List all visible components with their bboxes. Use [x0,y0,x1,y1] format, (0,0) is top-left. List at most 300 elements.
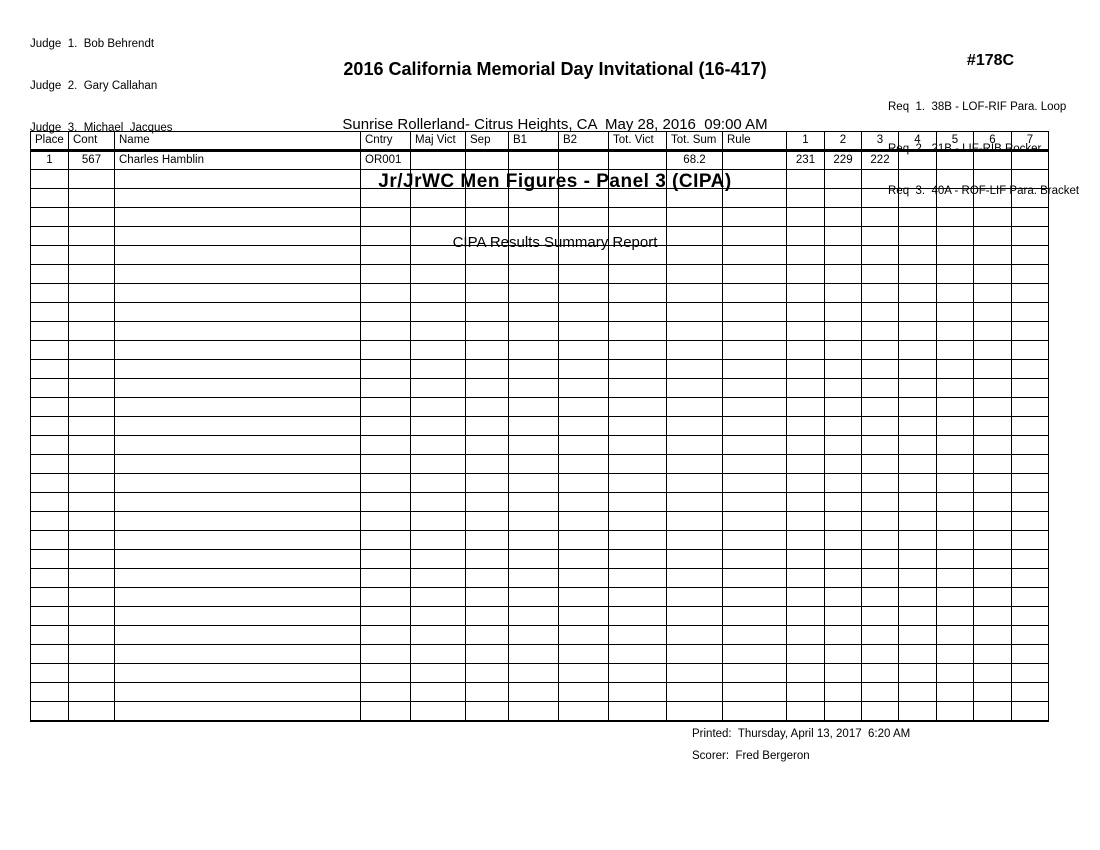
table-cell [862,683,899,702]
table-cell [31,227,69,246]
table-cell [899,189,937,208]
table-cell: 231 [787,151,825,170]
table-cell [825,360,862,379]
table-cell [466,322,509,341]
table-cell [825,398,862,417]
table-cell [509,208,559,227]
table-cell [937,645,974,664]
table-cell [1012,626,1049,645]
table-cell [667,436,723,455]
table-cell [509,683,559,702]
table-cell [974,474,1012,493]
table-cell [667,702,723,721]
table-cell [937,702,974,721]
table-cell [466,417,509,436]
table-cell [1012,322,1049,341]
table-cell [361,607,411,626]
table-cell [31,341,69,360]
table-cell [31,474,69,493]
table-cell [509,645,559,664]
col-header-judge-7: 7 [1012,132,1049,151]
table-cell [787,436,825,455]
table-cell [361,360,411,379]
table-cell [466,303,509,322]
table-cell [115,398,361,417]
table-cell [825,607,862,626]
table-cell [787,265,825,284]
table-cell: 222 [862,151,899,170]
table-cell [69,417,115,436]
col-header-rule: Rule [723,132,787,151]
table-cell [723,493,787,512]
table-row [31,360,1049,379]
table-cell [466,474,509,493]
table-cell [69,626,115,645]
requirement-line-2: Req 2. 21B - LIF-RIB Rocker [888,143,1042,155]
table-cell [115,550,361,569]
table-cell [974,493,1012,512]
table-row [31,303,1049,322]
table-cell [115,512,361,531]
table-cell [862,455,899,474]
table-cell [723,569,787,588]
table-cell [825,645,862,664]
table-cell [974,531,1012,550]
table-cell [723,436,787,455]
table-cell [899,493,937,512]
table-cell [825,417,862,436]
table-cell [862,512,899,531]
table-cell [723,417,787,436]
table-cell [974,417,1012,436]
table-cell [361,436,411,455]
table-cell [559,246,609,265]
table-cell [1012,512,1049,531]
table-cell [509,322,559,341]
table-cell [509,417,559,436]
table-cell [559,683,609,702]
table-cell [825,683,862,702]
table-cell [559,588,609,607]
table-cell [667,626,723,645]
table-row [31,645,1049,664]
table-cell [825,588,862,607]
table-cell [361,227,411,246]
table-cell [466,702,509,721]
table-cell [509,588,559,607]
table-cell [361,189,411,208]
col-header-b2: B2 [559,132,609,151]
table-cell [825,322,862,341]
table-cell [361,341,411,360]
table-cell [825,284,862,303]
judge-line-3: Judge 3. Michael Jacques [30,122,173,134]
table-cell [974,550,1012,569]
table-cell [411,246,466,265]
table-cell [411,683,466,702]
table-cell [69,550,115,569]
table-cell [899,284,937,303]
table-row [31,702,1049,721]
table-row [31,341,1049,360]
table-cell [609,645,667,664]
table-cell [411,189,466,208]
table-cell [559,151,609,170]
table-cell [411,417,466,436]
table-cell [899,531,937,550]
table-cell [609,189,667,208]
table-cell [899,322,937,341]
table-cell [1012,588,1049,607]
table-cell [361,645,411,664]
table-cell [411,550,466,569]
table-cell [31,322,69,341]
table-cell [899,664,937,683]
table-cell [69,322,115,341]
table-cell [862,189,899,208]
table-cell [69,398,115,417]
table-cell [723,246,787,265]
table-cell [609,246,667,265]
table-cell [411,341,466,360]
table-cell [509,550,559,569]
table-cell [862,702,899,721]
table-cell [466,151,509,170]
table-cell [862,341,899,360]
col-header-judge-3: 3 [862,132,899,151]
table-cell [31,303,69,322]
table-cell [667,588,723,607]
table-cell [609,170,667,189]
table-cell [899,588,937,607]
table-cell [974,322,1012,341]
table-cell [509,360,559,379]
col-header-place: Place [31,132,69,151]
judge-line-2: Judge 2. Gary Callahan [30,80,158,92]
table-cell [787,208,825,227]
table-cell [509,626,559,645]
col-header-cntry: Cntry [361,132,411,151]
table-cell [667,645,723,664]
table-cell [862,265,899,284]
table-cell [609,360,667,379]
table-cell [825,227,862,246]
table-cell [825,455,862,474]
table-cell [899,550,937,569]
table-cell [899,436,937,455]
col-header-maj-vict: Maj Vict [411,132,466,151]
table-cell [825,569,862,588]
table-cell [559,170,609,189]
table-cell [31,569,69,588]
col-header-b1: B1 [509,132,559,151]
table-cell [1012,607,1049,626]
table-cell [31,550,69,569]
table-cell [559,569,609,588]
table-cell [609,398,667,417]
table-cell [609,265,667,284]
table-cell [667,417,723,436]
table-cell [411,455,466,474]
table-cell [609,607,667,626]
table-cell [974,246,1012,265]
table-cell [466,227,509,246]
table-cell [1012,151,1049,170]
table-cell [974,341,1012,360]
table-cell [862,569,899,588]
table-cell [69,360,115,379]
table-row [31,417,1049,436]
table-cell [899,645,937,664]
col-header-name: Name [115,132,361,151]
table-cell [974,607,1012,626]
table-cell [609,550,667,569]
table-cell [31,512,69,531]
table-cell [667,512,723,531]
table-cell [559,550,609,569]
table-cell [609,227,667,246]
table-cell [559,664,609,683]
table-cell [862,284,899,303]
table-cell [559,474,609,493]
table-row [31,189,1049,208]
table-cell [723,322,787,341]
table-cell [787,512,825,531]
table-cell [609,683,667,702]
table-cell [787,455,825,474]
table-cell: OR001 [361,151,411,170]
table-cell [411,588,466,607]
table-cell [466,246,509,265]
table-cell [69,227,115,246]
table-cell [899,626,937,645]
table-cell [862,417,899,436]
table-cell [862,379,899,398]
table-cell [862,493,899,512]
table-cell [466,170,509,189]
table-cell [667,227,723,246]
table-cell [899,227,937,246]
table-cell [667,474,723,493]
table-cell [361,303,411,322]
table-row [31,170,1049,189]
table-cell [559,607,609,626]
table-cell [559,702,609,721]
table-cell [466,664,509,683]
table-cell [509,607,559,626]
table-cell [825,531,862,550]
table-cell [466,588,509,607]
table-cell [937,607,974,626]
table-cell [115,626,361,645]
table-cell [69,664,115,683]
table-cell [115,664,361,683]
table-cell [559,322,609,341]
table-cell [31,493,69,512]
table-cell [31,683,69,702]
table-cell [937,360,974,379]
table-cell [31,531,69,550]
table-cell [974,284,1012,303]
table-cell [361,170,411,189]
table-cell [115,265,361,284]
table-cell [1012,170,1049,189]
table-cell [1012,265,1049,284]
table-cell [411,227,466,246]
table-cell [115,702,361,721]
table-cell [862,550,899,569]
table-cell [31,417,69,436]
table-cell [411,398,466,417]
table-cell [69,531,115,550]
table-cell [937,341,974,360]
table-cell [559,360,609,379]
table-cell [361,455,411,474]
table-cell [411,436,466,455]
table-cell [667,303,723,322]
venue-date-line: Sunrise Rollerland- Citrus Heights, CA May 28, 2016 09:00 AM [342,116,768,133]
table-cell [559,341,609,360]
table-cell [825,512,862,531]
table-row [31,474,1049,493]
table-cell [609,493,667,512]
table-cell [411,170,466,189]
table-row [31,322,1049,341]
table-cell [411,607,466,626]
table-cell [115,208,361,227]
table-cell: 567 [69,151,115,170]
table-cell [825,493,862,512]
table-cell [609,664,667,683]
table-cell [937,417,974,436]
table-cell [787,284,825,303]
table-cell [509,398,559,417]
table-cell [899,398,937,417]
table-cell [559,208,609,227]
table-cell [723,208,787,227]
table-row [31,493,1049,512]
table-cell [787,398,825,417]
table-cell [1012,455,1049,474]
table-cell [937,170,974,189]
table-row [31,227,1049,246]
table-cell [862,303,899,322]
table-cell [466,493,509,512]
col-header-judge-1: 1 [787,132,825,151]
table-cell [667,322,723,341]
table-cell [466,607,509,626]
table-cell [825,436,862,455]
table-cell [509,493,559,512]
table-cell [411,379,466,398]
table-cell [825,265,862,284]
table-cell [115,189,361,208]
table-cell [974,189,1012,208]
table-cell [937,455,974,474]
table-cell [787,664,825,683]
col-header-judge-2: 2 [825,132,862,151]
table-cell [361,284,411,303]
table-cell [559,417,609,436]
table-cell [667,208,723,227]
table-cell [937,664,974,683]
results-table [30,131,1049,722]
table-row [31,379,1049,398]
table-row [31,683,1049,702]
table-cell [937,151,974,170]
table-cell [31,360,69,379]
table-cell [509,227,559,246]
table-cell [862,664,899,683]
table-cell [787,322,825,341]
table-cell [667,664,723,683]
table-cell [899,208,937,227]
table-cell [69,645,115,664]
table-cell [1012,303,1049,322]
table-cell [667,493,723,512]
table-cell [667,284,723,303]
table-cell: 68.2 [667,151,723,170]
table-cell [1012,284,1049,303]
results-table-container [30,131,1049,722]
table-cell [609,588,667,607]
table-cell [974,683,1012,702]
table-cell [361,379,411,398]
table-cell [862,360,899,379]
table-row [31,265,1049,284]
table-cell [667,455,723,474]
table-cell [937,227,974,246]
table-cell [361,531,411,550]
table-cell [69,512,115,531]
table-cell [862,227,899,246]
table-cell [974,569,1012,588]
table-cell [69,588,115,607]
table-cell [974,265,1012,284]
table-cell [723,379,787,398]
table-cell [825,246,862,265]
printed-timestamp: Printed: Thursday, April 13, 2017 6:20 AM [692,728,911,740]
table-cell [937,398,974,417]
table-cell [862,531,899,550]
table-cell [361,664,411,683]
table-cell [862,474,899,493]
table-cell [69,702,115,721]
table-cell [509,664,559,683]
table-cell [69,208,115,227]
table-cell [559,455,609,474]
table-cell [31,246,69,265]
table-cell [411,303,466,322]
table-cell [723,341,787,360]
table-cell [787,588,825,607]
table-cell [69,246,115,265]
table-row [31,550,1049,569]
table-cell [937,550,974,569]
table-cell [466,379,509,398]
table-cell [509,531,559,550]
category-title: Jr/JrWC Men Figures - Panel 3 (CIPA) [378,171,732,192]
table-cell [974,626,1012,645]
table-cell [69,284,115,303]
table-cell [937,265,974,284]
table-cell [899,360,937,379]
table-cell [937,379,974,398]
table-cell [69,341,115,360]
table-cell [862,645,899,664]
table-cell [937,588,974,607]
table-cell [31,398,69,417]
